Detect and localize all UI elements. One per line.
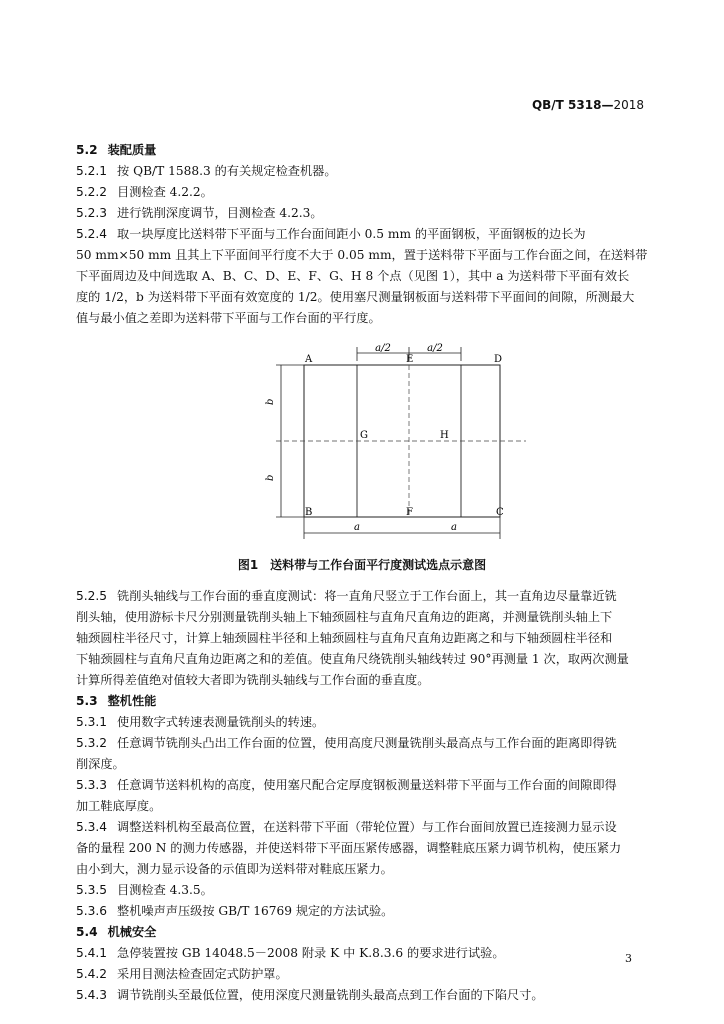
clause-text: 使用数字式转速表测量铣削头的转速。 bbox=[117, 715, 325, 729]
clause-5-3-1 bbox=[76, 712, 648, 733]
clause-5-3-5 bbox=[76, 880, 648, 901]
clause-5-4-3 bbox=[76, 985, 648, 1006]
bottom-dimension bbox=[304, 517, 500, 539]
clause-text: 急停装置按 GB 14048.5－2008 附录 K 中 K.8.3.6 的要求进行试验。 bbox=[117, 946, 505, 960]
standard-dash: — bbox=[601, 98, 614, 112]
clause-number: 5.3.3 bbox=[76, 778, 108, 792]
section-5-4-heading bbox=[76, 922, 648, 943]
clause-text-line: 轴颈圆柱半径尺寸，计算上轴颈圆柱半径和上轴颈圆柱与直角尺直角边距离之和与下轴颈圆柱半径和 bbox=[76, 631, 613, 645]
page-number: 3 bbox=[625, 952, 632, 965]
clause-text-line: 削深度。 bbox=[76, 757, 125, 771]
clause-text: 整机噪声声压级按 GB/T 16769 规定的方法试验。 bbox=[117, 904, 394, 918]
point-C-label: C bbox=[496, 507, 504, 518]
clause-5-3-4 bbox=[76, 817, 648, 880]
clause-text-line: 备的量程 200 N 的测力传感器，并使送料带下平面压紧传感器，调整鞋底压紧力调节机构，使压紧力 bbox=[76, 841, 622, 855]
clause-text-line: 计算所得差值绝对值较大者即为铣削头轴线与工作台面的垂直度。 bbox=[76, 673, 430, 687]
clause-text-line: 铣削头轴线与工作台面的垂直度测试：将一直角尺竖立于工作台面上，其一直角边尽量靠近铣 bbox=[117, 589, 617, 603]
section-5-2-heading bbox=[76, 140, 648, 161]
clause-text-line: 值与最小值之差即为送料带下平面与工作台面的平行度。 bbox=[76, 311, 381, 325]
clause-text-line: 任意调节送料机构的高度，使用塞尺配合定厚度钢板测量送料带下平面与工作台面的间隙即得 bbox=[117, 778, 617, 792]
clause-text: 采用目测法检查固定式防护罩。 bbox=[117, 967, 288, 981]
standard-year: 2018 bbox=[613, 98, 644, 112]
section-number: 5.2 bbox=[76, 143, 98, 157]
clause-text: 目测检查 4.2.2。 bbox=[117, 185, 213, 199]
standard-header bbox=[532, 98, 644, 112]
clause-5-2-4 bbox=[76, 224, 648, 329]
clause-5-2-1 bbox=[76, 161, 648, 182]
clause-text-line: 取一块厚度比送料带下平面与工作台面间距小 0.5 mm 的平面钢板，平面钢板的边长为 bbox=[117, 227, 586, 241]
clause-number: 5.4.3 bbox=[76, 988, 108, 1002]
point-A-label: A bbox=[305, 354, 313, 365]
clause-text-line: 调整送料机构至最高位置，在送料带下平面（带轮位置）与工作台面间放置已连接测力显示设 bbox=[117, 820, 617, 834]
clause-5-4-2 bbox=[76, 964, 648, 985]
point-H-label: H bbox=[440, 430, 449, 441]
clause-number: 5.3.4 bbox=[76, 820, 108, 834]
figure-caption: 图1 送料带与工作台面平行度测试选点示意图 bbox=[237, 558, 487, 572]
figure-1 bbox=[76, 343, 648, 543]
standard-code: QB/T 5318 bbox=[531, 98, 602, 112]
clause-text-line: 50 mm×50 mm 且其上下平面间平行度不大于 0.05 mm，置于送料带下平面与工作台面之间，在送料带 bbox=[76, 248, 648, 262]
document-body bbox=[76, 140, 648, 1006]
clause-5-4-1 bbox=[76, 943, 648, 964]
dim-label-a-left: a bbox=[354, 522, 360, 533]
clause-text-line: 下轴颈圆柱与直角尺直角边距离之和的差值。使直角尺绕铣削头轴线转过 90°再测量 1 次，取两次测量 bbox=[76, 652, 629, 666]
clause-number: 5.3.1 bbox=[76, 715, 108, 729]
clause-number: 5.4.1 bbox=[76, 946, 108, 960]
clause-5-2-3 bbox=[76, 203, 648, 224]
center-lines bbox=[276, 365, 526, 517]
dim-label-b-lower: b bbox=[265, 474, 276, 481]
point-B-label: B bbox=[305, 507, 313, 518]
clause-number: 5.3.5 bbox=[76, 883, 108, 897]
clause-5-3-3 bbox=[76, 775, 648, 817]
clause-text-line: 下平面周边及中间选取 A、B、C、D、E、F、G、H 8 个点（见图 1），其中 a 为送料带下平面有效长 bbox=[76, 269, 630, 283]
clause-text-line: 度的 1/2，b 为送料带下平面有效宽度的 1/2。使用塞尺测量钢板面与送料带下平面间的间隙，所测最大 bbox=[76, 290, 635, 304]
dim-label-a-half-left: a/2 bbox=[375, 343, 391, 354]
clause-5-3-6 bbox=[76, 901, 648, 922]
dim-label-b-upper: b bbox=[265, 398, 276, 405]
section-title: 装配质量 bbox=[107, 143, 157, 157]
clause-text: 按 QB/T 1588.3 的有关规定检查机器。 bbox=[117, 164, 337, 178]
clause-number: 5.2.1 bbox=[76, 164, 108, 178]
clause-text: 调节铣削头至最低位置，使用深度尺测量铣削头最高点到工作台面的下陷尺寸。 bbox=[117, 988, 544, 1002]
clause-number: 5.3.2 bbox=[76, 736, 108, 750]
clause-text: 进行铣削深度调节，目测检查 4.2.3。 bbox=[117, 206, 323, 220]
clause-text-line: 加工鞋底厚度。 bbox=[76, 799, 162, 813]
clause-number: 5.2.2 bbox=[76, 185, 108, 199]
point-D-label: D bbox=[494, 354, 503, 365]
clause-number: 5.4.2 bbox=[76, 967, 108, 981]
clause-number: 5.2.3 bbox=[76, 206, 108, 220]
clause-text-line: 由小到大，测力显示设备的示值即为送料带对鞋底压紧力。 bbox=[76, 862, 393, 876]
section-number: 5.3 bbox=[76, 694, 98, 708]
clause-number: 5.2.5 bbox=[76, 589, 108, 603]
clause-text-line: 削头轴，使用游标卡尺分别测量铣削头轴上下轴颈圆柱与直角尺直角边的距离，并测量铣削头轴上下 bbox=[76, 610, 613, 624]
section-5-3-heading bbox=[76, 691, 648, 712]
test-point-diagram bbox=[76, 343, 648, 543]
clause-5-3-2 bbox=[76, 733, 648, 775]
section-number: 5.4 bbox=[76, 925, 98, 939]
dim-label-a-right: a bbox=[451, 522, 457, 533]
point-E-label: E bbox=[406, 354, 414, 365]
dim-label-a-half-right: a/2 bbox=[427, 343, 443, 354]
section-title: 机械安全 bbox=[107, 925, 157, 939]
clause-number: 5.3.6 bbox=[76, 904, 108, 918]
clause-5-2-2 bbox=[76, 182, 648, 203]
clause-number: 5.2.4 bbox=[76, 227, 108, 241]
point-F-label: F bbox=[406, 507, 413, 518]
clause-5-2-5 bbox=[76, 586, 648, 691]
clause-text: 目测检查 4.3.5。 bbox=[117, 883, 213, 897]
section-title: 整机性能 bbox=[107, 694, 157, 708]
clause-text-line: 任意调节铣削头凸出工作台面的位置，使用高度尺测量铣削头最高点与工作台面的距离即得铣 bbox=[117, 736, 617, 750]
point-G-label: G bbox=[360, 430, 368, 441]
